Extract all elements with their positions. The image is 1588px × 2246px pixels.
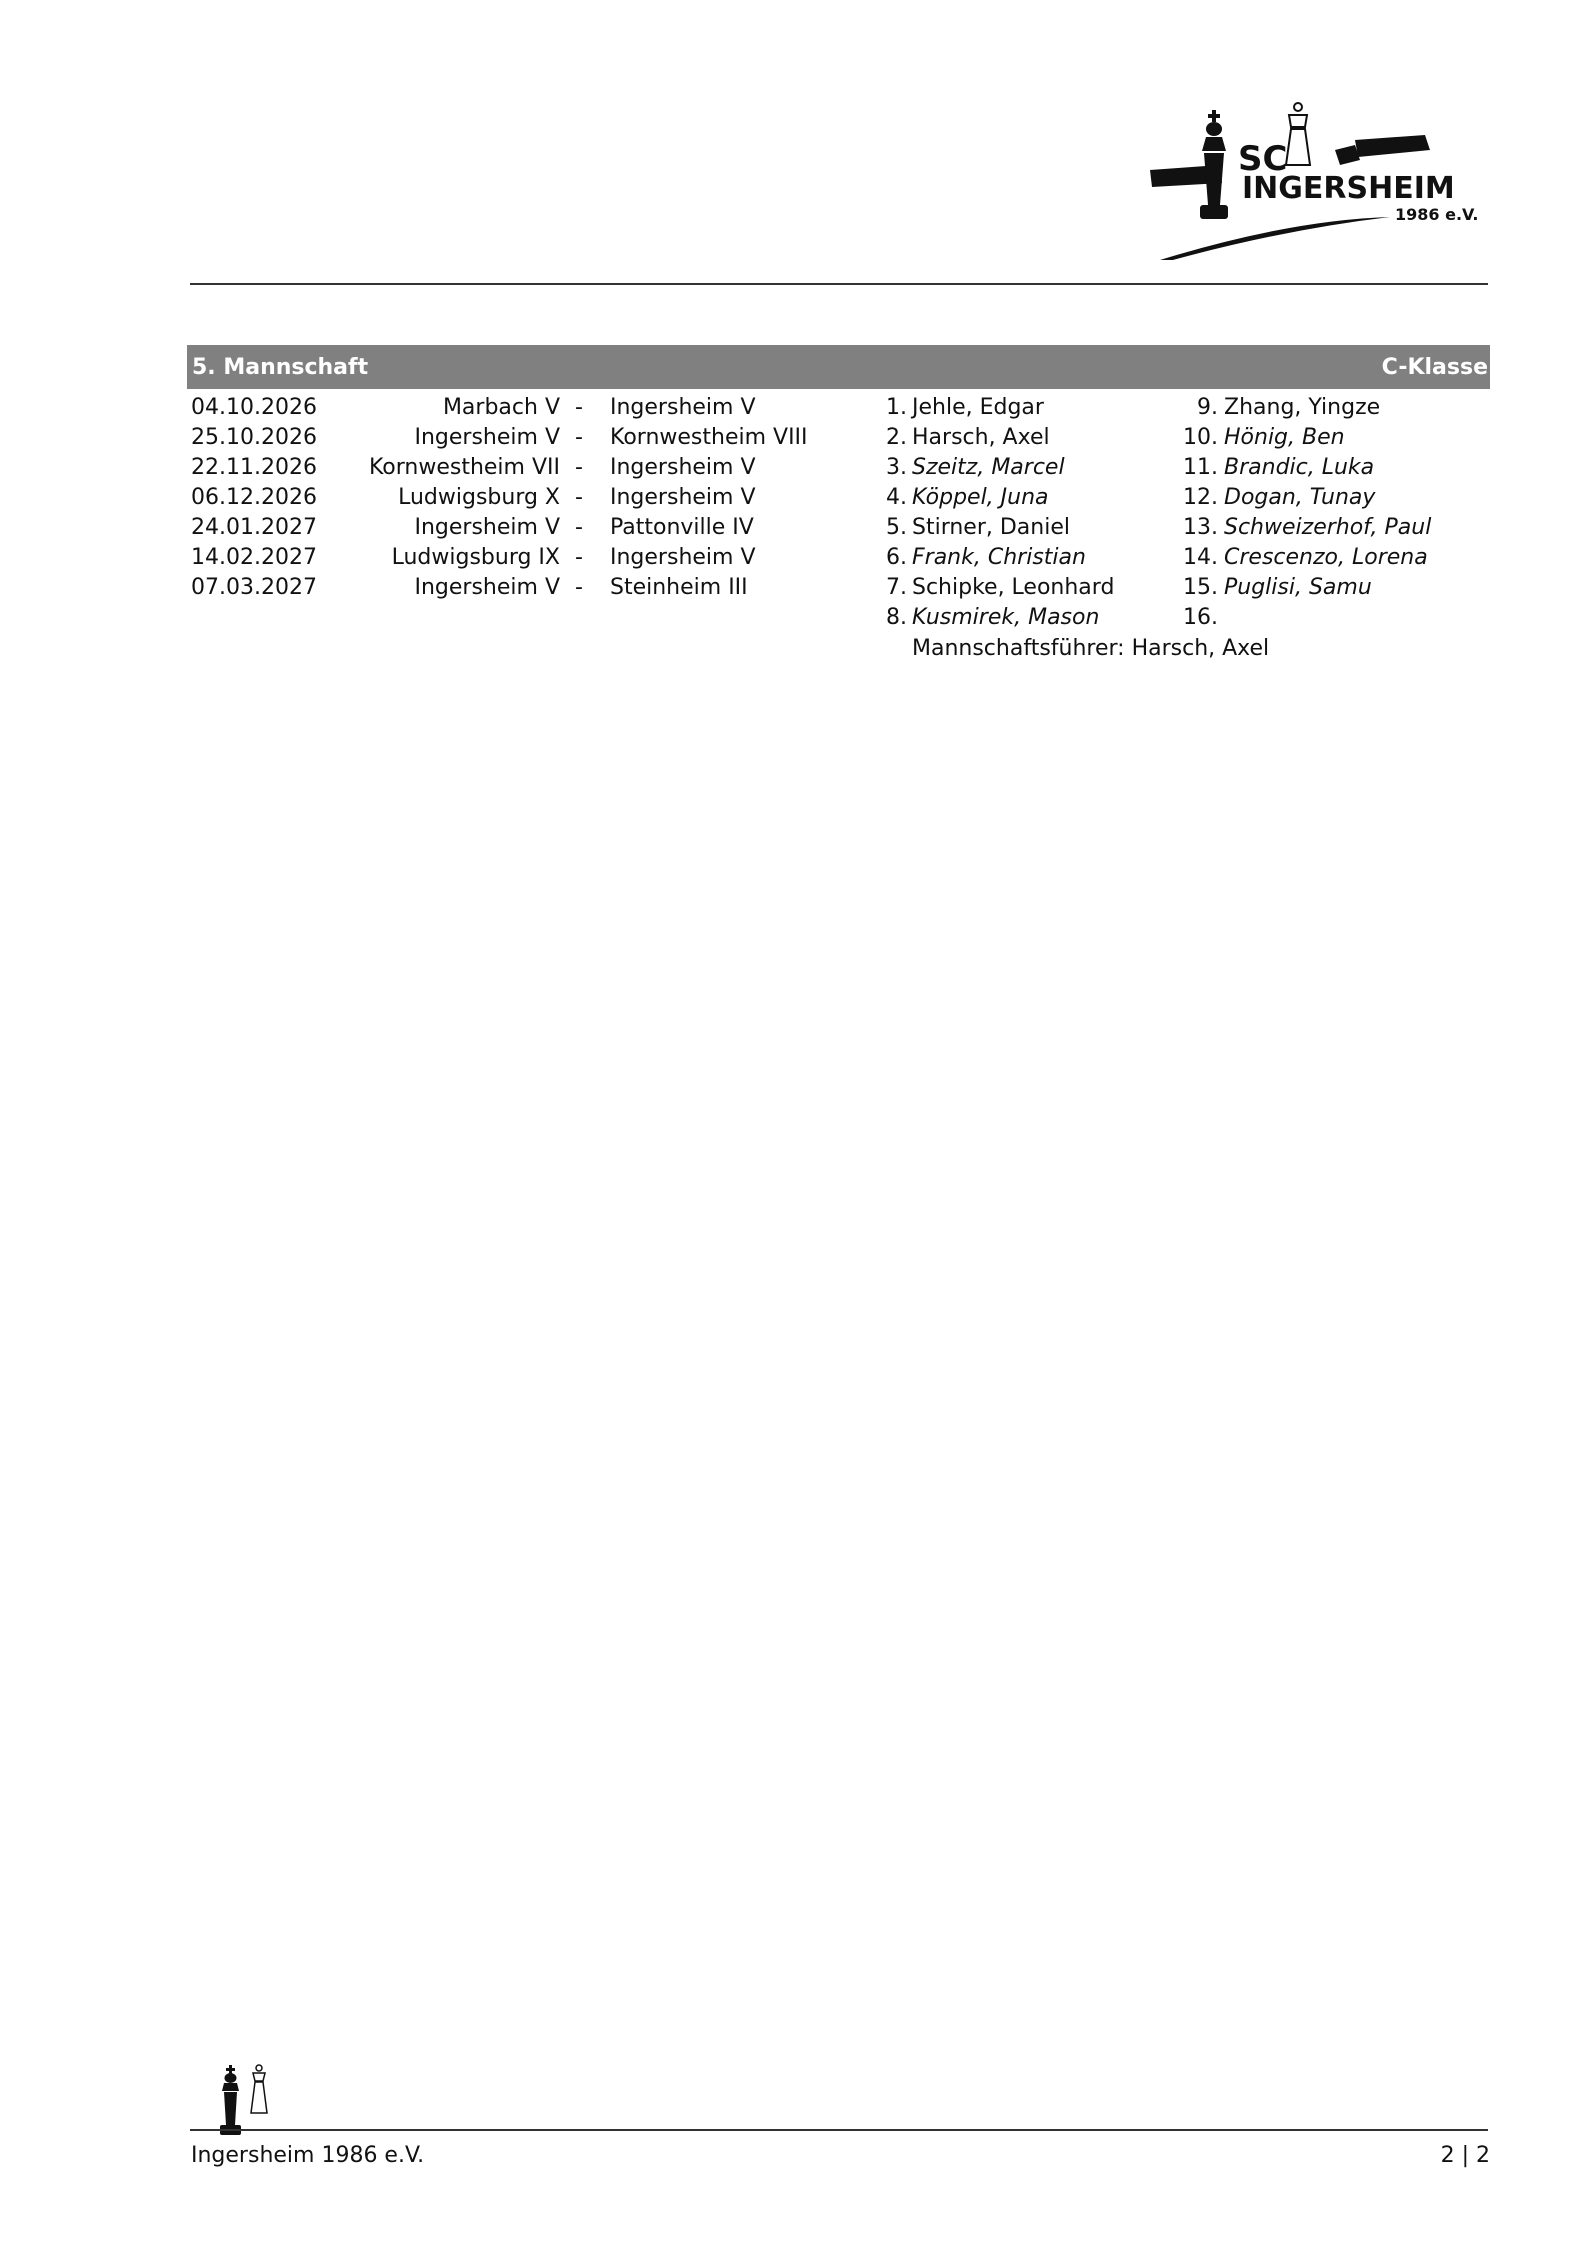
player-name: Zhang, Yingze [1224, 395, 1381, 420]
player-name: Kusmirek, Mason [912, 605, 1100, 630]
player-name: Frank, Christian [912, 545, 1086, 570]
player-name: Jehle, Edgar [912, 395, 1044, 420]
player-number: 12. [1183, 485, 1218, 510]
fixture-away: Ingersheim V [610, 545, 756, 570]
team-title: 5. Mannschaft [192, 355, 369, 380]
player-name: Schipke, Leonhard [912, 575, 1115, 600]
player-number: 8. [886, 605, 907, 630]
page-number: 2 | 2 [1440, 2143, 1490, 2168]
fixture-date: 22.11.2026 [191, 455, 317, 480]
player-number: 5. [886, 515, 907, 540]
chess-pieces-icon [215, 2063, 281, 2143]
fixture-home: Ingersheim V [414, 575, 560, 600]
logo-sc: SC [1238, 139, 1288, 179]
fixture-separator: - [575, 515, 583, 540]
fixture-separator: - [575, 395, 583, 420]
player-number: 14. [1183, 545, 1218, 570]
fixture-away: Pattonville IV [610, 515, 754, 540]
logo-ingersheim: INGERSHEIM [1242, 171, 1455, 206]
fixture-separator: - [575, 455, 583, 480]
player-number: 16. [1183, 605, 1218, 630]
fixture-away: Kornwestheim VIII [610, 425, 808, 450]
player-number: 4. [886, 485, 907, 510]
player-name: Crescenzo, Lorena [1224, 545, 1428, 570]
logo-year: 1986 e.V. [1395, 205, 1479, 224]
player-number: 1. [886, 395, 907, 420]
white-queen-icon [1286, 103, 1310, 165]
player-number: 15. [1183, 575, 1218, 600]
player-number: 10. [1183, 425, 1218, 450]
player-number: 11. [1183, 455, 1218, 480]
player-name: Szeitz, Marcel [912, 455, 1065, 480]
black-king-icon [1200, 110, 1228, 219]
fixture-home: Ingersheim V [414, 425, 560, 450]
fixture-date: 25.10.2026 [191, 425, 317, 450]
fixture-home: Ludwigsburg IX [391, 545, 560, 570]
player-name: Harsch, Axel [912, 425, 1050, 450]
player-number: 3. [886, 455, 907, 480]
fixture-home: Kornwestheim VII [368, 455, 560, 480]
player-number: 7. [886, 575, 907, 600]
player-name: Köppel, Juna [912, 485, 1049, 510]
player-number: 6. [886, 545, 907, 570]
player-name: Brandic, Luka [1224, 455, 1375, 480]
fixture-date: 04.10.2026 [191, 395, 317, 420]
fixture-home: Ingersheim V [414, 515, 560, 540]
player-name: Schweizerhof, Paul [1224, 515, 1432, 540]
player-number: 13. [1183, 515, 1218, 540]
fixture-date: 07.03.2027 [191, 575, 317, 600]
header-divider [190, 283, 1488, 285]
player-number: 2. [886, 425, 907, 450]
footer-divider [190, 2129, 1488, 2131]
fixture-date: 14.02.2027 [191, 545, 317, 570]
player-name: Stirner, Daniel [912, 515, 1070, 540]
club-logo [1150, 95, 1485, 260]
fixture-away: Steinheim III [610, 575, 748, 600]
player-name: Puglisi, Samu [1224, 575, 1372, 600]
fixture-date: 24.01.2027 [191, 515, 317, 540]
footer-club-name: Ingersheim 1986 e.V. [191, 2143, 425, 2168]
fixture-separator: - [575, 575, 583, 600]
fixture-separator: - [575, 425, 583, 450]
team-league: C-Klasse [1381, 355, 1488, 380]
fixture-date: 06.12.2026 [191, 485, 317, 510]
team-header-bar [187, 345, 1490, 389]
player-name: Hönig, Ben [1224, 425, 1345, 450]
fixture-separator: - [575, 485, 583, 510]
fixture-home: Marbach V [442, 395, 560, 420]
fixture-separator: - [575, 545, 583, 570]
player-number: 9. [1197, 395, 1218, 420]
player-name: Dogan, Tunay [1224, 485, 1376, 510]
fixture-home: Ludwigsburg X [398, 485, 560, 510]
fixture-away: Ingersheim V [610, 455, 756, 480]
fixture-away: Ingersheim V [610, 485, 756, 510]
fixture-away: Ingersheim V [610, 395, 756, 420]
team-captain: Mannschaftsführer: Harsch, Axel [912, 636, 1270, 661]
